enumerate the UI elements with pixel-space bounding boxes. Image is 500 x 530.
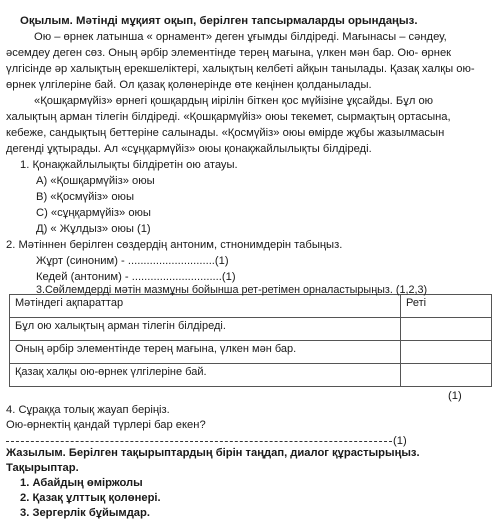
q2-item-antonym: Кедей (антоним) - .............................(1)	[36, 271, 236, 283]
answer-cell[interactable]	[401, 341, 492, 364]
q2-item-synonym: Жұрт (синоним) - ............................(1)	[36, 255, 229, 267]
paragraph-line: халықтың арман тілегін білдіреді. «Қошқармүйіз» оюы текемет, сырмақтың ортасына,	[6, 111, 451, 123]
table-row	[10, 364, 492, 387]
paragraph-line: үлгісінде әр халықтың ерекшеліктері, халықтың келбеті айқын танылады. Қазақ халқы ою-	[6, 63, 475, 75]
q1-option-a: А) «Қошқармүйіз» оюы	[36, 175, 155, 187]
table-header: Реті	[401, 295, 492, 318]
paragraph-line: кебеже, сандықтың беттеріне салынады. «Қосмүйіз» оюы өмірде жұбы жазылмасын	[6, 127, 445, 139]
paragraph-line: дегенді ұқтырады. Ал «сұңқармүйіз» оюы қонақжайлылықты білдіреді.	[6, 143, 372, 155]
q4-points: (1)	[393, 435, 407, 447]
question-2: 2. Мәтіннен берілген сөздердің антоним, стнонимдерін табыңыз.	[6, 239, 343, 251]
paragraph-line: «Қошқармүйіз» өрнегі қошқардың иірілін біткен қос мүйізіне ұқсайды. Бұл ою	[34, 95, 434, 107]
table-row	[10, 341, 492, 364]
table-row	[10, 318, 492, 341]
table-header: Мәтіндегі ақпараттар	[10, 295, 401, 318]
topic-item: 1. Абайдың өміржолы	[20, 477, 143, 489]
answer-line[interactable]	[6, 441, 392, 442]
q1-option-d: Д) « Жұлдыз» оюы (1)	[36, 223, 151, 235]
paragraph-line: өрнек үлгілеріне бай. Ол қазақ қолөнерінде өте кеңінен қолданылады.	[6, 79, 372, 91]
table-cell: Қазақ халқы ою-өрнек үлгілеріне бай.	[10, 364, 401, 387]
topic-item: 3. Зергерлік бұйымдар.	[20, 507, 150, 519]
paragraph-line: әсемдеу деген сөз. Оның әрбір элементінде терең мағына, үлкен мән бар. Ою- өрнек	[6, 47, 452, 59]
order-table	[9, 294, 492, 387]
reading-title: Оқылым. Мәтінді мұқият оқып, берілген тапсырмаларды орындаңыз.	[20, 15, 418, 27]
table-cell: Оның әрбір элементінде терең мағына, үлкен мән бар.	[10, 341, 401, 364]
question-3: 3.Сөйлемдерді мәтін мазмұны бойынша рет-ретімен орналастырыңыз. (1,2,3)	[36, 284, 428, 296]
answer-cell[interactable]	[401, 364, 492, 387]
question-4-text: Ою-өрнектің қандай түрлері бар екен?	[6, 419, 206, 431]
answer-cell[interactable]	[401, 318, 492, 341]
q3-points: (1)	[448, 390, 462, 402]
table-cell: Бұл ою халықтың арман тілегін білдіреді.	[10, 318, 401, 341]
q1-option-c: С) «сұңқармүйіз» оюы	[36, 207, 151, 219]
topic-item: 2. Қазақ ұлттық қолөнері.	[20, 492, 161, 504]
paragraph-line: Ою – өрнек латынша « орнамент» деген ұғымды білдіреді. Мағынасы – сәндеу,	[34, 31, 447, 43]
question-1: 1. Қонақжайлылықты білдіретін ою атауы.	[20, 159, 238, 171]
question-4: 4. Сұраққа толық жауап беріңіз.	[6, 404, 170, 416]
writing-title: Жазылым. Берілген тақырыптардың бірін таңдап, диалог құрастырыңыз.	[6, 447, 420, 459]
topics-label: Тақырыптар.	[6, 462, 79, 474]
q1-option-b: В) «Қосмүйіз» оюы	[36, 191, 134, 203]
